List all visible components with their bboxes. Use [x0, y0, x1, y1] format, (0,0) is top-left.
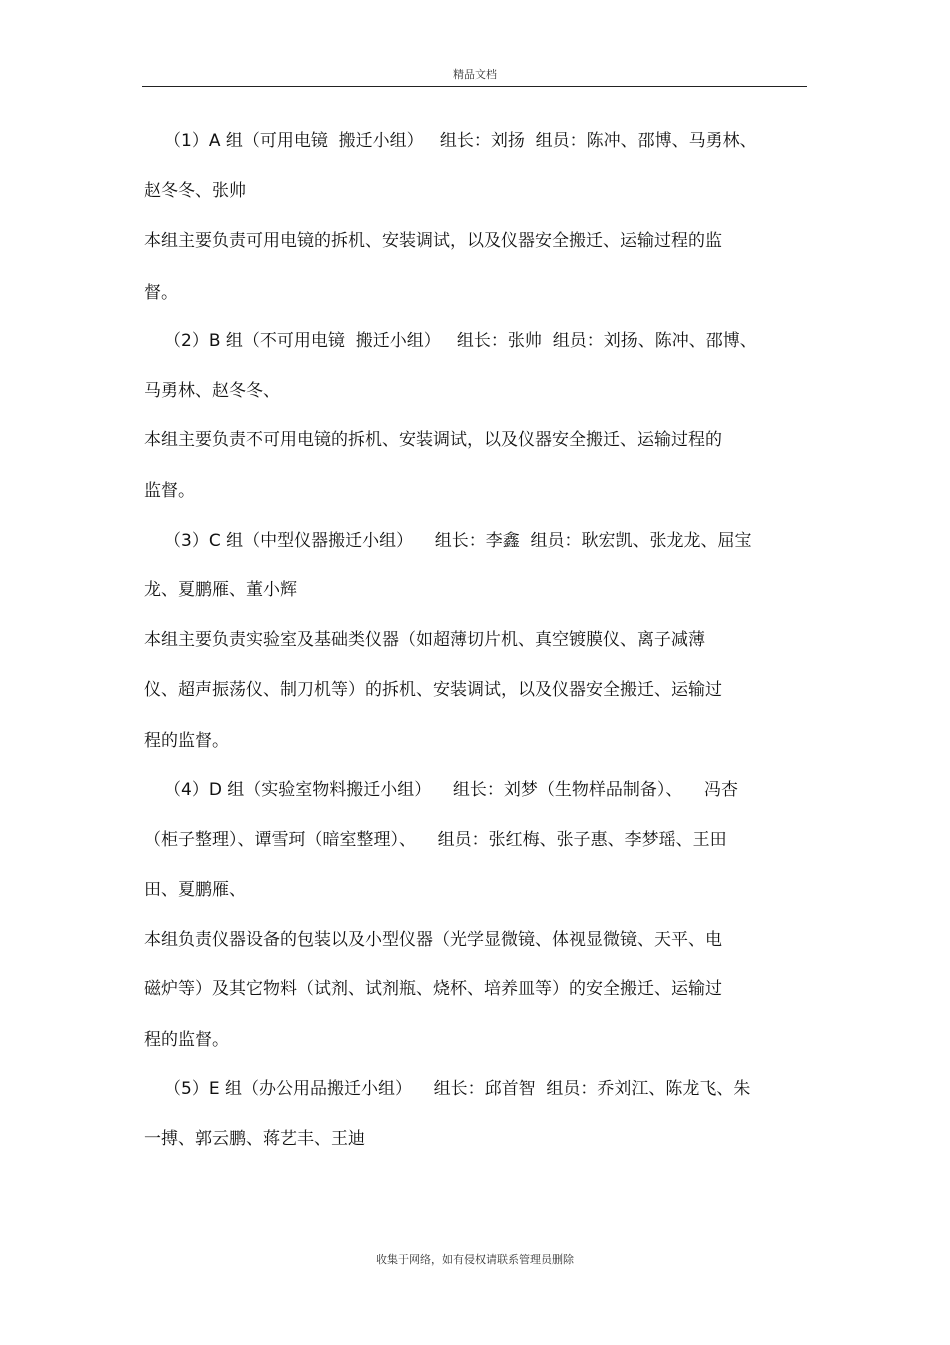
- text-line: 龙、夏鹏雁、董小辉: [144, 580, 297, 600]
- text-line: （5）E 组（办公用品搬迁小组） 组长：邱首智 组员：乔刘江、陈龙飞、朱: [164, 1079, 751, 1099]
- text-line: 程的监督。: [144, 731, 229, 751]
- text-line: 本组主要负责可用电镜的拆机、安装调试，以及仪器安全搬迁、运输过程的监: [144, 231, 722, 251]
- text-line: 督。: [144, 283, 178, 303]
- text-line: 仪、超声振荡仪、制刀机等）的拆机、安装调试，以及仪器安全搬迁、运输过: [144, 680, 722, 700]
- page-header: 精品文档: [453, 68, 497, 81]
- text-line: （1）A 组（可用电镜 搬迁小组） 组长：刘扬 组员：陈冲、邵博、马勇林、: [164, 131, 757, 151]
- text-line: 田、夏鹏雁、: [144, 880, 246, 900]
- text-line: （柜子整理）、谭雪珂（暗室整理）、 组员：张红梅、张子惠、李梦瑶、王田: [144, 830, 727, 850]
- text-line: 监督。: [144, 481, 195, 501]
- text-line: 赵冬冬、张帅: [144, 181, 246, 201]
- text-line: 本组主要负责不可用电镜的拆机、安装调试，以及仪器安全搬迁、运输过程的: [144, 430, 722, 450]
- text-line: 本组主要负责实验室及基础类仪器（如超薄切片机、真空镀膜仪、离子减薄: [144, 630, 705, 650]
- text-line: （3）C 组（中型仪器搬迁小组） 组长：李鑫 组员：耿宏凯、张龙龙、屈宝: [164, 531, 752, 551]
- text-line: 程的监督。: [144, 1030, 229, 1050]
- text-line: 本组负责仪器设备的包装以及小型仪器（光学显微镜、体视显微镜、天平、电: [144, 930, 722, 950]
- text-line: 马勇林、赵冬冬、: [144, 381, 280, 401]
- text-line: （2）B 组（不可用电镜 搬迁小组） 组长：张帅 组员：刘扬、陈冲、邵博、: [164, 331, 757, 351]
- text-line: （4）D 组（实验室物料搬迁小组） 组长：刘梦（生物样品制备）、 冯杏: [164, 780, 739, 800]
- header-rule: [142, 86, 807, 87]
- text-line: 磁炉等）及其它物料（试剂、试剂瓶、烧杯、培养皿等）的安全搬迁、运输过: [144, 979, 722, 999]
- page-footer: 收集于网络，如有侵权请联系管理员删除: [376, 1253, 574, 1266]
- text-line: 一搏、郭云鹏、蒋艺丰、王迪: [144, 1129, 365, 1149]
